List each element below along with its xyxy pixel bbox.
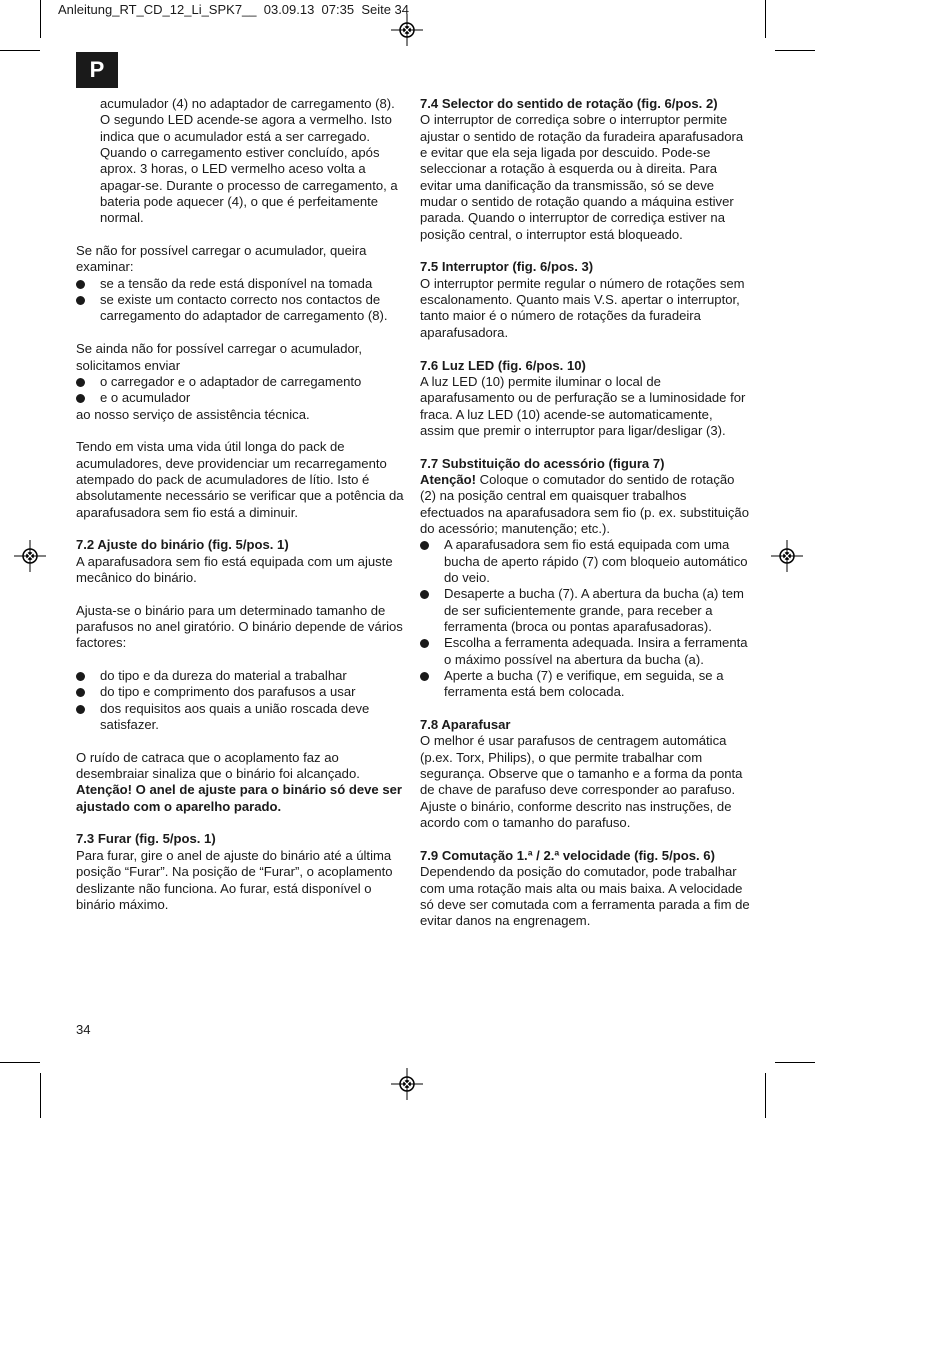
paragraph-text: Coloque o comutador do sentido de rotação (2) na posição central em quaisquer trabalhos efectuados na aparafusadora sem fio (p. ex. substituição do acessório; manutenção; etc.). [420,471,749,536]
paragraph-gap [76,733,406,749]
registration-mark-icon [771,540,803,572]
paragraph-gap [76,325,406,341]
bullet-item [420,586,750,635]
paragraph-text: O interruptor permite regular o número de rotações sem escalonamento. Quanto mais V.S. apertar o interruptor, tanto maior é o número de rotações da furadeira aparafusadora. [420,275,745,340]
paragraph [76,407,406,423]
paragraph-gap [76,652,406,668]
section-heading: 7.3 Furar (fig. 5/pos. 1) [76,831,216,847]
crop-mark [40,0,41,38]
bullet-item [76,701,406,734]
crop-mark [0,1062,40,1063]
paragraph-text: Tendo em vista uma vida útil longa do pack de acumuladores, deve providenciar um recarregamento atempado do pack de acumuladores de lítio. Isto é absolutamente necessário se verificar que a potência da aparafusadora sem fio está a diminuir. [76,439,404,520]
paragraph [76,554,406,587]
paragraph-text: O interruptor de corrediça sobre o interruptor permite ajustar o sentido de rotação da furadeira aparafusadora e evitar que ela seja ligada por descuido. Pode-se seleccionar a rotação à esquerda ou à direita. Para evitar uma danificação da transmissão, só se deve mudar o sentido de rotação quando a máquina estiver parada. Quando o interruptor de corrediça estiver na posição central, o interruptor está bloqueado. [420,112,744,242]
bullet-item [76,684,406,700]
bullet-item [76,292,406,325]
bullet-icon [76,705,85,714]
registration-mark-icon [14,540,46,572]
paragraph-text: O ruído de catraca que o acoplamento faz ao desembraiar sinaliza que o binário foi alcançado. [76,749,360,782]
paragraph-gap [420,701,750,717]
paragraph [76,439,406,521]
bullet-item [76,276,406,292]
paragraph-text: Para furar, gire o anel de ajuste do binário até a última posição “Furar”. Na posição de “Furar”, o acoplamento deslizante não funciona. Ao furar, está disponível o binário máximo. [76,847,393,912]
paragraph [420,472,750,537]
paragraph-gap [76,521,406,537]
section-heading: 7.9 Comutação 1.ª / 2.ª velocidade (fig. 5/pos. 6) [420,847,715,863]
paragraph-text: acumulador (4) no adaptador de carregamento (8). O segundo LED acende-se agora a vermelho. Isto indica que o acumulador está a ser carregado. Quando o carregamento estiver concluído, após aprox. 3 horas, o LED vermelho aceso volta a apagar-se. Durante o processo de carregamento, a bateria pode aquecer (4), o que é perfeitamente normal. [100,96,398,226]
bullet-item [76,374,406,390]
paragraph-text: Dependendo da posição do comutador, pode trabalhar com uma rotação mais alta ou mais baixa. A velocidade só deve ser comutada com a ferramenta parada a fim de evitar danos na engrenagem. [420,864,750,929]
bullet-text: do tipo e comprimento dos parafusos a usar [100,684,356,700]
left-column [76,96,406,913]
crop-mark [765,1073,766,1118]
paragraph-gap [76,423,406,439]
section-heading: 7.4 Selector do sentido de rotação (fig. 6/pos. 2) [420,96,718,111]
bullet-text: o carregador e o adaptador de carregamento [100,373,362,389]
bullet-text: se a tensão da rede está disponível na tomada [100,275,373,291]
warning-label: Atenção! [420,471,477,487]
bullet-item [76,668,406,684]
paragraph [76,341,406,374]
bullet-text: A aparafusadora sem fio está equipada com uma bucha de aperto rápido (7) com bloqueio automático do veio. [444,537,748,585]
bullet-text: Desaperte a bucha (7). A abertura da bucha (a) tem de ser suficientemente grande, para receber a ferramenta (broca ou pontas aparafusadoras). [444,586,744,634]
paragraph [420,112,750,243]
paragraph-text: Ajusta-se o binário para um determinado tamanho de parafusos no anel giratório. O binário depende de vários factores: [76,602,403,651]
bullet-item [420,668,750,701]
paragraph [76,603,406,652]
bullet-icon [76,688,85,697]
section-heading: 7.7 Substituição do acessório (figura 7) [420,455,665,471]
bullet-icon [420,639,429,648]
paragraph [76,96,406,227]
bullet-text: se existe um contacto correcto nos contactos de carregamento do adaptador de carregamento (8). [100,292,388,324]
section-heading: 7.6 Luz LED (fig. 6/pos. 10) [420,357,586,373]
crop-mark [775,1062,815,1063]
bullet-icon [420,672,429,681]
crop-mark [0,50,40,51]
paragraph [76,750,406,815]
paragraph-gap [420,439,750,455]
bullet-item [76,390,406,406]
bullet-text: e o acumulador [100,390,191,406]
bullet-text: dos requisitos aos quais a união roscada deve satisfazer. [100,700,370,733]
bullet-item [420,635,750,668]
paragraph-text: Se não for possível carregar o acumulador, queira examinar: [76,243,367,275]
bullet-icon [76,672,85,681]
paragraph-gap [76,227,406,243]
bullet-text: do tipo e da dureza do material a trabalhar [100,668,347,684]
bullet-icon [76,378,85,387]
paragraph-text: Se ainda não for possível carregar o acumulador, solicitamos enviar [76,341,363,373]
paragraph-text: A luz LED (10) permite iluminar o local de aparafusamento ou de perfuração se a luminosidade for fraca. A luz LED (10) acende-se automaticamente, assim que premir o interruptor para ligar/desligar (3). [420,373,746,438]
registration-mark-icon [391,1068,423,1100]
print-slug: Anleitung_RT_CD_12_Li_SPK7__ 03.09.13 07:35 Seite 34 [58,2,410,17]
section-heading: 7.2 Ajuste do binário (fig. 5/pos. 1) [76,537,289,553]
warning-text: Atenção! O anel de ajuste para o binário só deve ser ajustado com o aparelho parado. [76,782,402,814]
bullet-icon [76,280,85,289]
paragraph [420,374,750,439]
bullet-item [420,537,750,586]
paragraph-text: O melhor é usar parafusos de centragem automática (p.ex. Torx, Philips), o que permite trabalhar com segurança. Observe que o tamanho e a forma da ponta de chave de parafuso deve corresponder ao parafuso. Ajuste o binário, conforme descrito nas instruções, de acordo com o tamanho do parafuso. [420,733,743,831]
paragraph [76,848,406,913]
section-heading: 7.8 Aparafusar [420,717,511,733]
crop-mark [765,0,766,38]
paragraph-gap [420,341,750,357]
bullet-icon [76,394,85,403]
paragraph-gap [420,831,750,847]
bullet-text: Aperte a bucha (7) e verifique, em seguida, se a ferramenta está bem colocada. [444,668,724,700]
paragraph [420,864,750,929]
paragraph [420,276,750,341]
bullet-icon [420,541,429,550]
bullet-icon [76,296,85,305]
right-column [420,96,750,930]
paragraph-gap [420,243,750,259]
paragraph-gap [76,815,406,831]
paragraph-gap [76,586,406,602]
page-number: 34 [76,1022,91,1037]
crop-mark [775,50,815,51]
paragraph [420,733,750,831]
section-heading: 7.5 Interruptor (fig. 6/pos. 3) [420,259,594,275]
paragraph-text: ao nosso serviço de assistência técnica. [76,406,310,422]
paragraph [76,243,406,276]
registration-mark-icon [391,14,423,46]
crop-mark [40,1073,41,1118]
bullet-icon [420,590,429,599]
bullet-text: Escolha a ferramenta adequada. Insira a ferramenta o máximo possível na abertura da bucha (a). [444,635,748,667]
paragraph-text: A aparafusadora sem fio está equipada com um ajuste mecânico do binário. [76,553,393,585]
language-tab: P [76,52,118,88]
